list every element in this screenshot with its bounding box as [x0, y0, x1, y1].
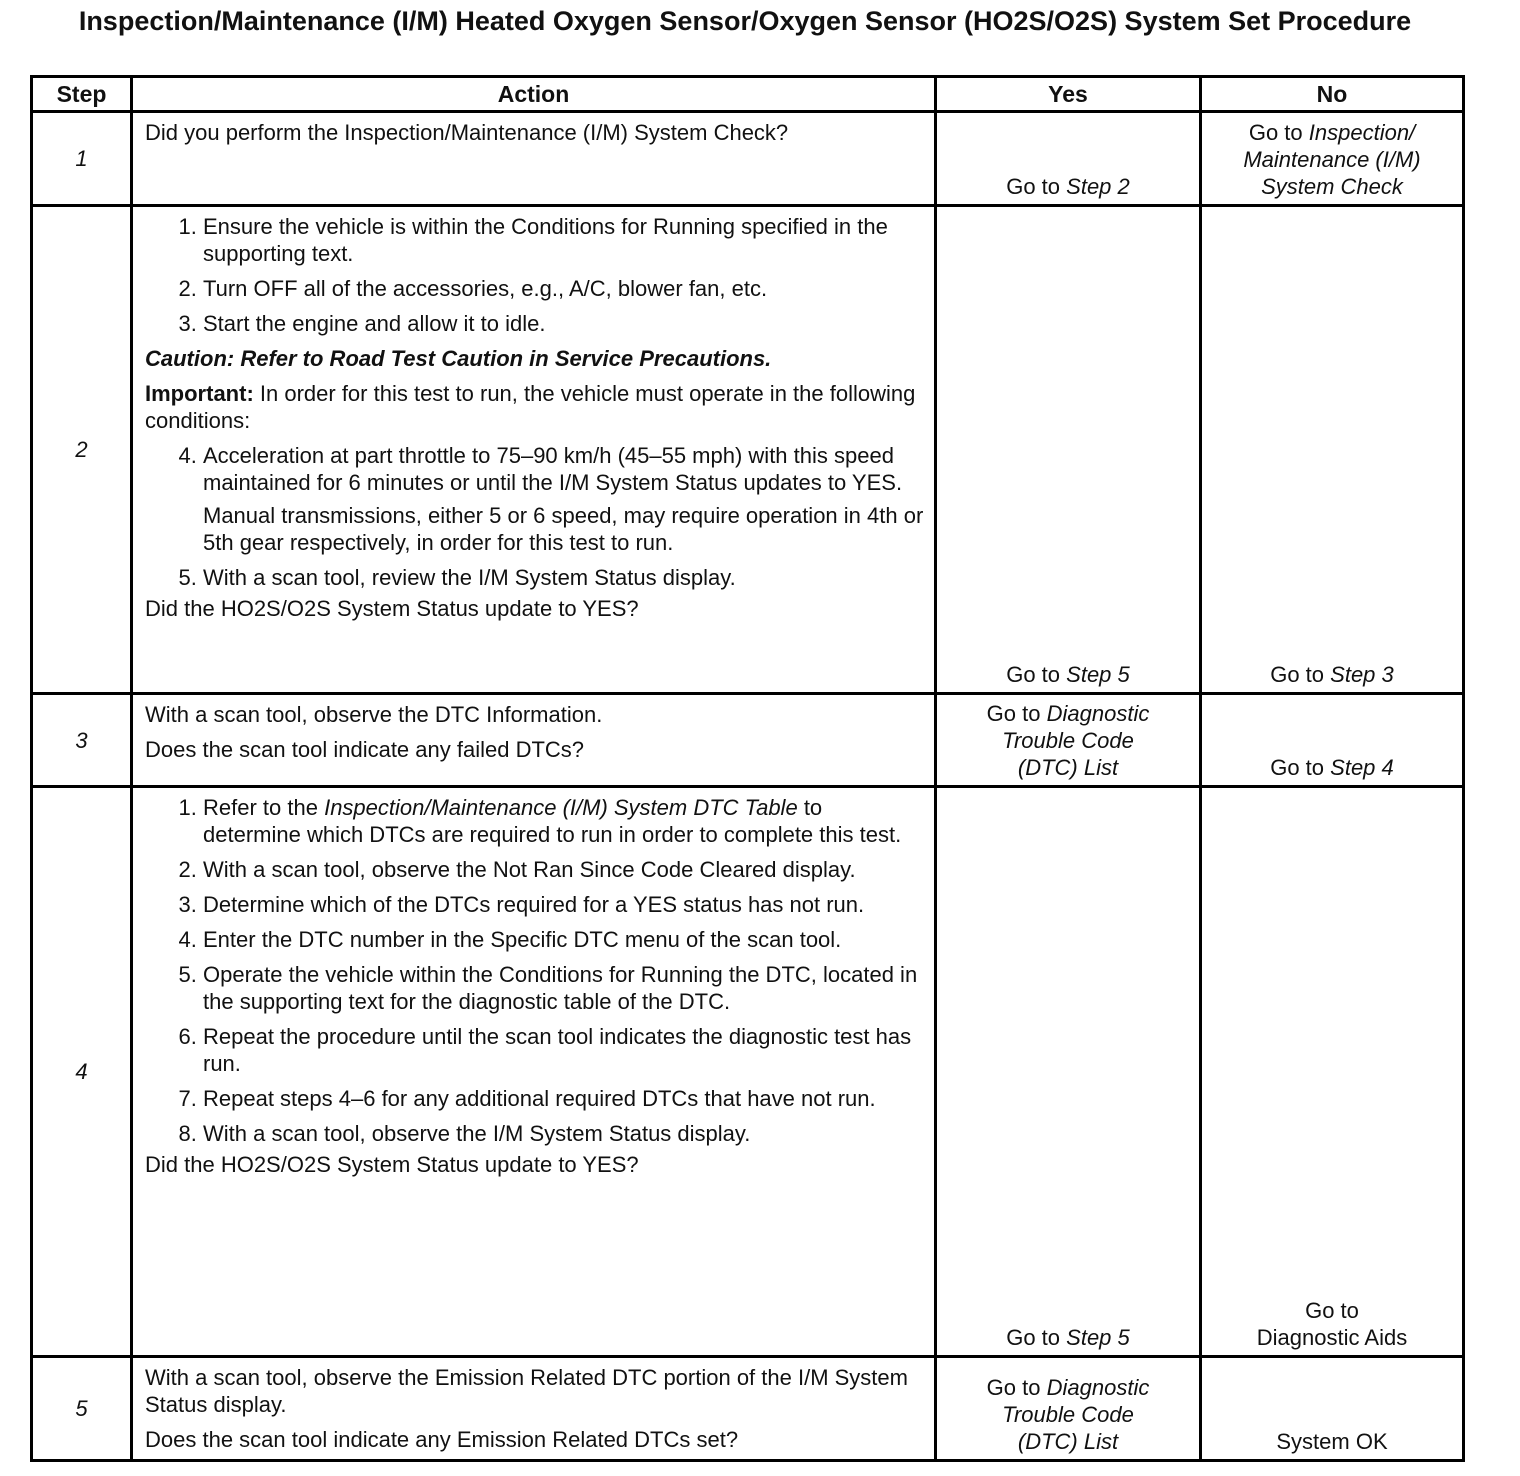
no-link[interactable]: Step 4: [1330, 755, 1394, 780]
list-item: 3. Determine which of the DTCs required for a YES status has not run.: [203, 891, 926, 918]
question: Did you perform the Inspection/Maintenance (I/M) System Check?: [145, 120, 789, 145]
list-item: [203, 794, 926, 848]
list-item: 1. Ensure the vehicle is within the Conditions for Running specified in the supporting text.: [203, 213, 926, 267]
no-cell: [1201, 112, 1464, 206]
yes-link[interactable]: Step 5: [1066, 662, 1130, 687]
step-number: 3: [32, 694, 132, 787]
header-yes: Yes: [936, 77, 1201, 112]
yes-link[interactable]: Step 5: [1066, 1325, 1130, 1350]
action-cell: [132, 694, 936, 787]
header-step: Step: [32, 77, 132, 112]
list-item-text: Acceleration at part throttle to 75–90 km/h (45–55 mph) with this speed maintained for 6 minutes or until the I/M System Status updates to YES.: [203, 443, 903, 495]
no-link[interactable]: Go to Diagnostic Aids: [1256, 1298, 1408, 1350]
action-cell: [132, 206, 936, 694]
table-row: [32, 206, 1464, 694]
list-item: 2. Turn OFF all of the accessories, e.g., A/C, blower fan, etc.: [203, 275, 926, 302]
procedure-table: [30, 75, 1465, 1462]
yes-cell: [936, 1357, 1201, 1461]
step-number: 5: [32, 1357, 132, 1461]
list-item-note: Manual transmissions, either 5 or 6 speed, may require operation in 4th or 5th gear respectively, in order for this test to run.: [203, 503, 924, 555]
page-title: Inspection/Maintenance (I/M) Heated Oxygen Sensor/Oxygen Sensor (HO2S/O2S) System Set Procedure: [78, 6, 1412, 36]
yes-prefix: Go to: [1006, 662, 1061, 687]
no-cell: [1201, 206, 1464, 694]
table-header-row: [32, 77, 1464, 112]
no-link[interactable]: Inspection/ Maintenance (I/M) System Check: [1243, 120, 1421, 199]
action-cell: [132, 787, 936, 1357]
list-item: 3. Start the engine and allow it to idle.: [203, 310, 926, 337]
yes-cell: [936, 112, 1201, 206]
yes-prefix: Go to: [1006, 1325, 1061, 1350]
step-number: 1: [32, 112, 132, 206]
question: Did the HO2S/O2S System Status update to YES?: [145, 1152, 639, 1177]
yes-link[interactable]: Step 2: [1066, 174, 1130, 199]
dtc-table-link[interactable]: Inspection/Maintenance (I/M) System DTC Table: [324, 795, 798, 820]
action-text: With a scan tool, observe the Emission Related DTC portion of the I/M System Status display.: [145, 1365, 908, 1417]
action-cell: [132, 1357, 936, 1461]
table-row: [32, 1357, 1464, 1461]
question: Does the scan tool indicate any failed DTCs?: [145, 737, 585, 762]
list-item: 6. Repeat the procedure until the scan tool indicates the diagnostic test has run.: [203, 1023, 926, 1077]
yes-prefix: Go to: [986, 701, 1041, 726]
yes-cell: [936, 694, 1201, 787]
action-list: [145, 442, 926, 591]
important-label: Important:: [145, 381, 254, 406]
yes-cell: [936, 206, 1201, 694]
yes-prefix: Go to: [986, 1375, 1041, 1400]
no-cell: [1201, 1357, 1464, 1461]
important-note: [145, 380, 926, 434]
action-text: With a scan tool, observe the DTC Information.: [145, 702, 603, 727]
list-item: 7. Repeat steps 4–6 for any additional required DTCs that have not run.: [203, 1085, 926, 1112]
step-number: 4: [32, 787, 132, 1357]
no-cell: [1201, 694, 1464, 787]
yes-prefix: Go to: [1006, 174, 1061, 199]
no-cell: [1201, 787, 1464, 1357]
list-item: 4. Enter the DTC number in the Specific DTC menu of the scan tool.: [203, 926, 926, 953]
table-row: [32, 694, 1464, 787]
list-item: 2. With a scan tool, observe the Not Ran Since Code Cleared display.: [203, 856, 926, 883]
list-item: 8. With a scan tool, observe the I/M System Status display.: [203, 1120, 926, 1147]
question: Does the scan tool indicate any Emission Related DTCs set?: [145, 1427, 739, 1452]
list-item-text: to determine which DTCs are required to run in order to complete this test.: [203, 795, 902, 847]
no-prefix: Go to: [1248, 120, 1303, 145]
table-row: [32, 787, 1464, 1357]
header-action: Action: [132, 77, 936, 112]
table-row: [32, 112, 1464, 206]
yes-link[interactable]: Diagnostic Trouble Code (DTC) List: [1002, 1375, 1150, 1454]
yes-link[interactable]: Diagnostic Trouble Code (DTC) List: [1002, 701, 1150, 780]
no-prefix: Go to: [1270, 662, 1325, 687]
yes-cell: [936, 787, 1201, 1357]
no-link[interactable]: Step 3: [1330, 662, 1394, 687]
action-list: [145, 213, 926, 337]
no-result: System OK: [1276, 1429, 1388, 1454]
question: Did the HO2S/O2S System Status update to YES?: [145, 596, 639, 621]
action-cell: [132, 112, 936, 206]
action-list: [145, 794, 926, 1147]
step-number: 2: [32, 206, 132, 694]
list-item-text: Refer to the: [203, 795, 318, 820]
list-item: [203, 442, 926, 556]
header-no: No: [1201, 77, 1464, 112]
no-prefix: Go to: [1270, 755, 1325, 780]
caution-note: Caution: Refer to Road Test Caution in Service Precautions.: [145, 346, 772, 371]
list-item: 5. Operate the vehicle within the Conditions for Running the DTC, located in the supporting text for the diagnostic table of the DTC.: [203, 961, 926, 1015]
list-item: 5. With a scan tool, review the I/M System Status display.: [203, 564, 926, 591]
important-text: In order for this test to run, the vehicle must operate in the following conditions:: [145, 381, 916, 433]
